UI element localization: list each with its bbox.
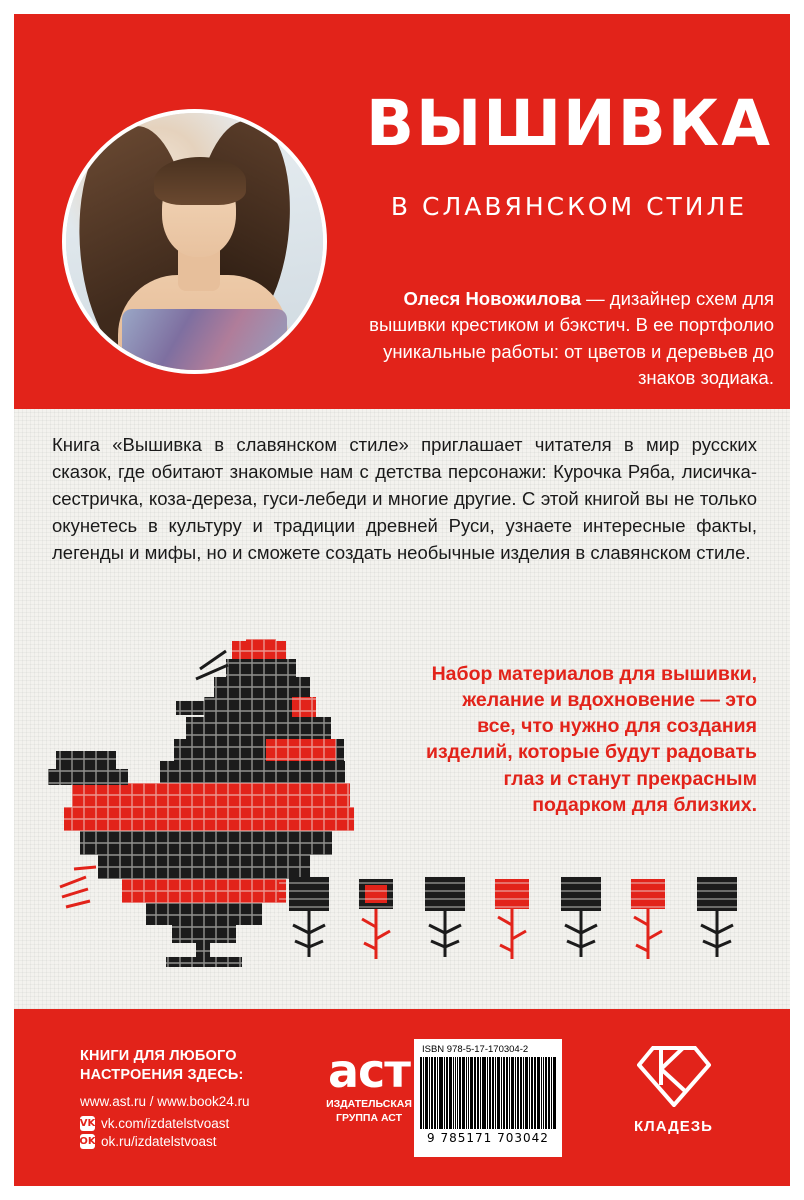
footer-publisher-links (80, 1047, 250, 1149)
page-title: ВЫШИВКА (365, 87, 773, 160)
ast-wordmark: аст (328, 1044, 410, 1098)
ast-logo (314, 1044, 424, 1125)
content-canvas (14, 409, 790, 1009)
footer-slogan-line-2: НАСТРОЕНИЯ ЗДЕСЬ: (80, 1067, 244, 1084)
barcode (414, 1039, 562, 1157)
author-photo (62, 109, 327, 374)
barcode-bars (420, 1057, 556, 1129)
annotation-text: Книга «Вышивка в славянском стиле» приглашает читателя в мир русских сказок, где обитают знакомые нам с детства персонажи: Курочка Ряба, лисичка-сестричка, коза-дереза, гуси-лебеди и многие другие. С этой книгой вы не только окунетесь в культуру и традиции древней Руси, узнаете интересные факты, легенды и мифы, но и сможете создать необычные изделия в славянском стиле. (52, 434, 757, 563)
kladez-name: КЛАДЕЗЬ (634, 1118, 713, 1135)
kladez-gem-icon (637, 1045, 711, 1107)
barcode-number: 9 785171 703042 (427, 1131, 549, 1145)
footer-vk-link[interactable]: vk.com/izdatelstvoast (101, 1115, 230, 1131)
author-name: Олеся Новожилова (403, 288, 581, 309)
ast-caption-line-2: ГРУППА АСТ (336, 1111, 402, 1124)
footer-band (14, 1009, 790, 1186)
promo-text: Набор материалов для вышивки, желание и вдохновение — это все, что нужно для создания изделий, которые будут радовать глаз и станут прекрасным подарком для близких. (425, 663, 757, 816)
page-subtitle: В СЛАВЯНСКОМ СТИЛЕ (390, 192, 748, 221)
isbn-text: ISBN 978-5-17-170304-2 (422, 1044, 529, 1055)
photo-dress (122, 309, 287, 374)
footer-ok-link[interactable]: ok.ru/izdatelstvoast (101, 1133, 217, 1149)
vk-icon: VK (79, 1117, 96, 1129)
author-bio-text: — дизайнер схем для вышивки крестиком и бэкстич. В ее портфолио уникальные работы: от цветов и деревьев до знаков зодиака. (369, 288, 774, 388)
photo-hair-front (154, 157, 246, 205)
footer-website[interactable]: www.ast.ru / www.book24.ru (80, 1094, 250, 1110)
cover-frame (14, 14, 790, 1186)
ok-icon: OK (79, 1135, 96, 1147)
flower-border-illustration (279, 877, 749, 987)
author-bio (359, 286, 774, 391)
kladez-logo (611, 1045, 736, 1135)
footer-slogan-line-1: КНИГИ ДЛЯ ЛЮБОГО (80, 1048, 237, 1064)
ast-caption-line-1: ИЗДАТЕЛЬСКАЯ (326, 1098, 412, 1111)
